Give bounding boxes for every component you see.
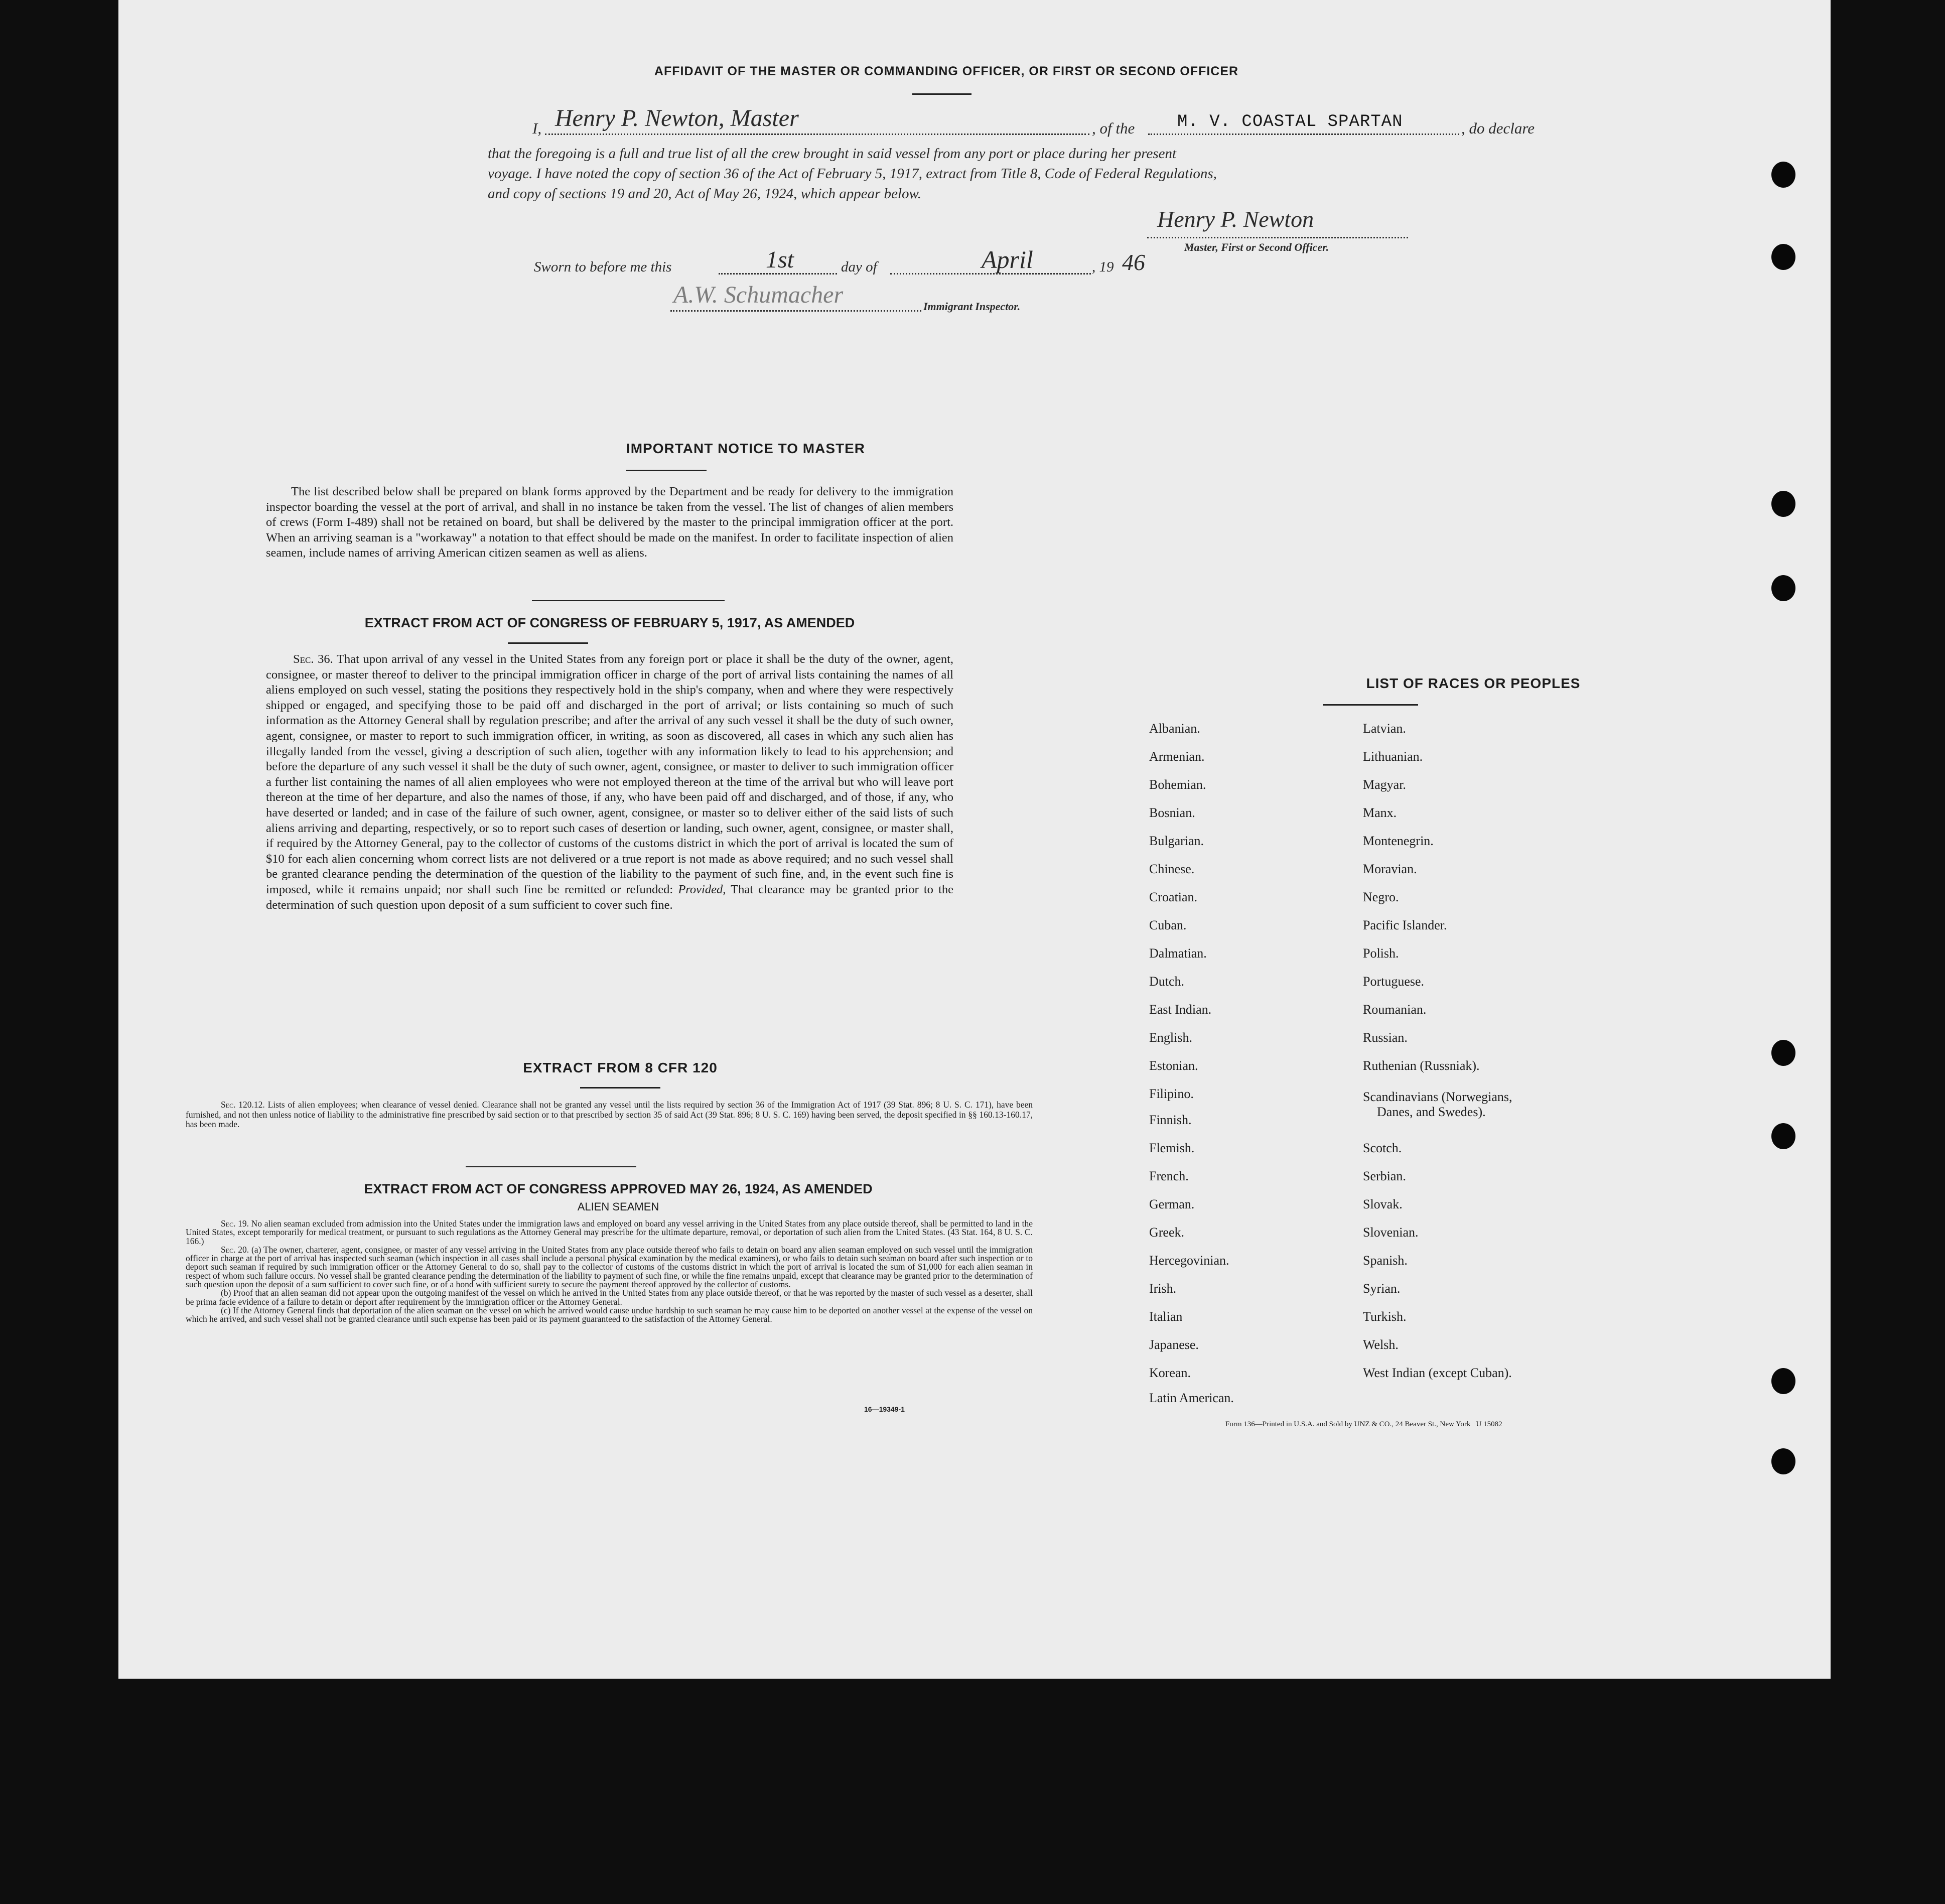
act1924-subtitle: ALIEN SEAMEN [577, 1200, 659, 1213]
affidavit-line: and copy of sections 19 and 20, Act of May 26, 1924, which appear below. [488, 186, 921, 202]
section-label: Sec. 19. [221, 1218, 249, 1229]
form-number: 16—19349-1 [864, 1405, 905, 1413]
master-signature-handwritten: Henry P. Newton [1157, 206, 1314, 232]
notice-body: The list described below shall be prepared on blank forms approved by the Department and be ready for delivery to the immigration inspector boarding the vessel at the port of arrival, and shall in no instance be taken from the vessel. The list of changes of alien members of crews (Form I-489) shall not be retained on board, but shall be delivered by the master to the principal immigration officer at the port. When an arriving seaman is a "workaway" a notation to that effect should be made on the manifest. In order to facilitate inspection of alien seamen, include names of arriving American citizen seamen as well as aliens. [266, 485, 953, 560]
sworn-label: Sworn to before me this [534, 259, 672, 275]
section-text: (a) The owner, charterer, agent, consignee, or master of any vessel arriving in the United States from any place outside thereof who fails to detain on board any alien seaman employed on such vessel until the immigration officer in charge at the port of arrival has inspected such seaman (which inspection in all cases shall include a personal physical examination by the medical examiners), or who fails to detain such seaman on board after such inspection or to deport such seaman if required by such immigration officer or the Attorney General to do so, shall pay to the collector of customs of the customs district in which the port of arrival is located the sum of $1,000 for each alien seaman in respect of whom such failure occurs. No vessel shall be granted clearance pending the determination of the liability to payment of such fine, or while the fine remains unpaid, except that clearance may be granted prior to the determination of such question upon the deposit of a sum sufficient to cover such fine, or of a bond with sufficient surety to secure the payment thereof approved by the collector of customs. [186, 1244, 1033, 1290]
race-item: Slovak. [1363, 1197, 1403, 1211]
section-text: (b) Proof that an alien seaman did not appear upon the outgoing manifest of the vessel on which he arrived in the United States from any place outside thereof, or that he was reported by the master of such vessel as a deserter, shall be prima facie evidence of a failure to detain or deport after requirement by the immigration officer or the Attorney General. [186, 1288, 1033, 1307]
sworn-day-handwritten: 1st [766, 246, 794, 273]
race-item: Finnish. [1149, 1113, 1192, 1127]
races-title: LIST OF RACES OR PEOPLES [1366, 675, 1581, 691]
section-text: That upon arrival of any vessel in the United States from any foreign port or place it shall be the duty of the owner, agent, consignee, or master thereof to deliver to the principal immigration officer in charge of the port of arrival lists containing the names of all aliens employed on such vessel, stating the positions they respectively hold in the ship's company, when and where they were respectively shipped or engaged, and specifying those to be paid off and discharged in the port of arrival; or lists containing so much of such information as the Attorney General shall by regulation prescribe; and after the arrival of any such vessel it shall be the duty of such owner, agent, consignee, or master to report to such immigration officer, in writing, as soon as discovered, all cases in which any such alien has illegally landed from the vessel, giving a description of such alien, together with any information likely to lead to his apprehension; and before the departure of any such vessel it shall be the duty of such owner, agent, consignee, or master to deliver to such immigration officer a further list containing the names of all alien employees who were not employed thereon at the time of the arrival but who will leave port thereon at the time of her departure, and also the names of those, if any, who have been paid off and discharged, and of those, if any, who have deserted or landed; and in case of the failure of such owner, agent, consignee, or master so to deliver either of the said lists of such aliens arriving and departing, respectively, or so to report such cases of desertion or landing, such owner, agent, consignee, or master shall, if required by the Attorney General, pay to the collector of customs of the customs district in which the port of arrival is located the sum of $10 for each alien concerning whom correct lists are not delivered or a true report is not made as above required; and no such vessel shall be granted clearance pending the determination of the question of the liability to the payment of such fine, and, in the event such fine is imposed, while it remains unpaid; nor shall such fine be remitted or refunded: [266, 652, 953, 896]
race-item: Latin American. [1149, 1391, 1234, 1405]
document-page [118, 0, 1831, 1679]
race-item: West Indian (except Cuban). [1363, 1366, 1512, 1380]
race-item: German. [1149, 1197, 1195, 1211]
race-item: Greek. [1149, 1225, 1185, 1240]
race-item: Irish. [1149, 1281, 1177, 1296]
cfr-title: EXTRACT FROM 8 CFR 120 [523, 1060, 718, 1075]
printer-imprint: Form 136—Printed in U.S.A. and Sold by UNZ & CO., 24 Beaver St., New York U 15082 [1225, 1420, 1502, 1428]
race-item: Korean. [1149, 1366, 1191, 1380]
inspector-signature-handwritten: A.W. Schumacher [673, 282, 844, 308]
section-label: Sec. 20. [221, 1244, 249, 1255]
race-item: Ruthenian (Russniak). [1363, 1058, 1480, 1073]
race-item: Armenian. [1149, 749, 1205, 764]
race-item: French. [1149, 1169, 1189, 1183]
year-handwritten: 46 [1122, 249, 1145, 275]
divider [1323, 704, 1418, 706]
signature-caption: Master, First or Second Officer. [1184, 241, 1329, 253]
race-item: Latvian. [1363, 721, 1406, 736]
punch-hole [1771, 575, 1795, 601]
divider [508, 642, 588, 644]
race-item: Montenegrin. [1363, 834, 1434, 848]
punch-hole [1771, 1448, 1795, 1474]
race-item: English. [1149, 1030, 1192, 1045]
section-text: (c) If the Attorney General finds that deportation of the alien seaman on the vessel on which he arrived would cause undue hardship to such seaman he may cause him to be deported on another vessel at the expense of the vessel on which he arrived, and such vessel shall not be granted clearance until such expense has been paid or its payment guaranteed to the satisfaction of the Attorney General. [186, 1305, 1033, 1324]
divider [532, 600, 725, 601]
race-item: Danes, and Swedes). [1377, 1105, 1486, 1119]
affidavit-prefix: I, [532, 119, 542, 137]
race-item: Scandinavians (Norwegians, [1363, 1090, 1512, 1104]
race-item: Lithuanian. [1363, 749, 1423, 764]
race-item: Russian. [1363, 1030, 1408, 1045]
divider [580, 1087, 660, 1089]
year-prefix: , 19 [1092, 259, 1114, 275]
race-item: Italian [1149, 1309, 1183, 1324]
race-item: Estonian. [1149, 1058, 1198, 1073]
punch-hole [1771, 1123, 1795, 1149]
provided-label: Provided, [678, 882, 726, 896]
divider [626, 470, 707, 471]
divider [912, 93, 971, 95]
race-item: Croatian. [1149, 890, 1198, 904]
race-item: Spanish. [1363, 1253, 1408, 1268]
section-label: Sec. 36. [293, 652, 333, 666]
race-item: Bosnian. [1149, 805, 1195, 820]
divider [466, 1166, 636, 1167]
race-item: Dalmatian. [1149, 946, 1207, 961]
race-item: Bulgarian. [1149, 834, 1204, 848]
vessel-name-typed: M. V. COASTAL SPARTAN [1177, 112, 1403, 131]
race-item: Filipino. [1149, 1086, 1194, 1101]
race-item: Roumanian. [1363, 1002, 1427, 1017]
affidavit-title: AFFIDAVIT OF THE MASTER OR COMMANDING OFFICER, OR FIRST OR SECOND OFFICER [654, 64, 1239, 78]
race-item: Scotch. [1363, 1141, 1402, 1155]
race-item: Japanese. [1149, 1337, 1199, 1352]
punch-hole [1771, 1368, 1795, 1394]
inspector-caption: Immigrant Inspector. [923, 300, 1021, 313]
race-item: Portuguese. [1363, 974, 1425, 989]
race-item: Syrian. [1363, 1281, 1401, 1296]
cfr-body [186, 1100, 1033, 1130]
punch-hole [1771, 162, 1795, 188]
race-item: Moravian. [1363, 862, 1417, 876]
affidavit-line: voyage. I have noted the copy of section 36 of the Act of February 5, 1917, extract from Title 8, Code of Federal Regulations, [488, 166, 1217, 182]
race-item: Pacific Islander. [1363, 918, 1447, 932]
act1917-title: EXTRACT FROM ACT OF CONGRESS OF FEBRUARY 5, 1917, AS AMENDED [364, 615, 855, 630]
race-item: Flemish. [1149, 1141, 1195, 1155]
notice-title: IMPORTANT NOTICE TO MASTER [626, 441, 866, 456]
act1924-body [186, 1219, 1033, 1324]
do-declare-label: , do declare [1461, 119, 1535, 137]
race-item: Polish. [1363, 946, 1399, 961]
race-item: Dutch. [1149, 974, 1185, 989]
race-item: Magyar. [1363, 777, 1406, 792]
act1924-title: EXTRACT FROM ACT OF CONGRESS APPROVED MAY 26, 1924, AS AMENDED [364, 1181, 873, 1196]
day-of-label: day of [841, 259, 877, 275]
master-name-handwritten: Henry P. Newton, Master [555, 105, 799, 131]
race-item: Welsh. [1363, 1337, 1399, 1352]
act1917-body [266, 652, 953, 913]
section-label: Sec. 120.12. [221, 1100, 265, 1110]
race-item: Cuban. [1149, 918, 1187, 932]
race-item: East Indian. [1149, 1002, 1212, 1017]
punch-hole [1771, 244, 1795, 270]
section-text: Lists of alien employees; when clearance of vessel denied. Clearance shall not be granted any vessel until the lists required by section 36 of the Immigration Act of 1917 (39 Stat. 896; 8 U. S. C. 171), have been furnished, and not then unless notice of liability to the administrative fine prescribed by said section or to that prescribed by section 35 of said Act (39 Stat. 896; 8 U. S. C. 169) having been served, the deposit specified in §§ 160.13-160.17, has been made. [186, 1100, 1033, 1129]
of-the-label: , of the [1092, 119, 1135, 137]
race-item: Slovenian. [1363, 1225, 1419, 1240]
race-item: Turkish. [1363, 1309, 1407, 1324]
race-item: Serbian. [1363, 1169, 1406, 1183]
punch-hole [1771, 1040, 1795, 1066]
race-item: Hercegovinian. [1149, 1253, 1229, 1268]
affidavit-line: that the foregoing is a full and true list of all the crew brought in said vessel from any port or place during her present [488, 146, 1177, 162]
race-item: Chinese. [1149, 862, 1195, 876]
race-item: Bohemian. [1149, 777, 1206, 792]
section-text-end: That clearance may be granted prior to the determination of such question upon deposit of a sum sufficient to cover such fine. [266, 882, 953, 912]
sworn-month-handwritten: April [982, 245, 1033, 274]
punch-hole [1771, 491, 1795, 517]
race-item: Negro. [1363, 890, 1399, 904]
race-item: Manx. [1363, 805, 1397, 820]
race-item: Albanian. [1149, 721, 1200, 736]
section-text: No alien seaman excluded from admission into the United States under the immigration laws and employed on board any vessel arriving in the United States from any place outside thereof, shall be permitted to land in the United States, except temporarily for medical treatment, or pursuant to such regulations as the Attorney General may prescribe for the ultimate departure, removal, or deportation of such alien from the United States. (43 Stat. 164, 8 U. S. C. 166.) [186, 1218, 1033, 1246]
